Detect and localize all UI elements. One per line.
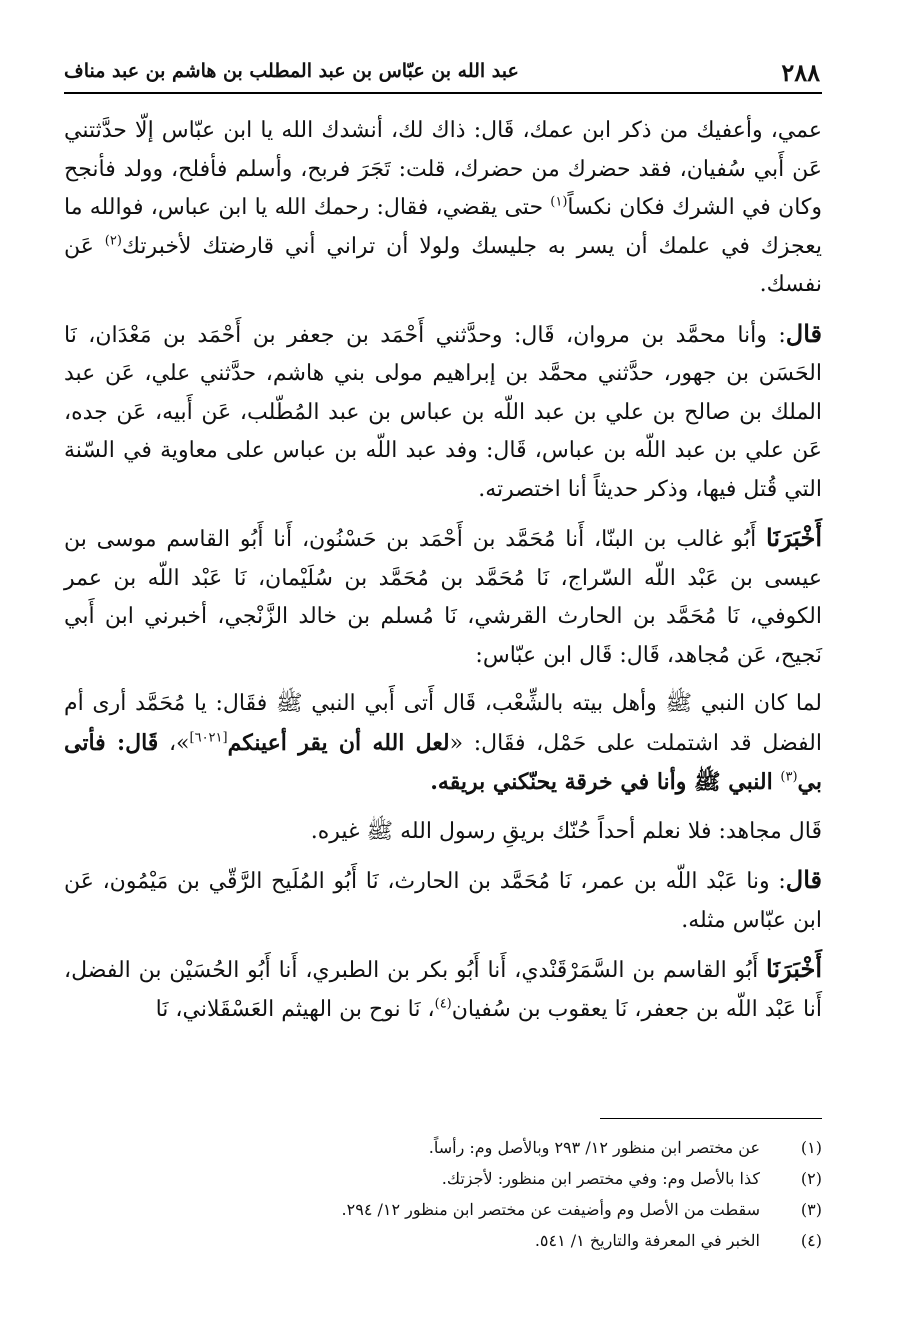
paragraph-text: أَبُو القاسم بن السَّمَرْقَنْدي، أَنا أَبُو بكر بن الطبري، أَنا أَبُو الحُسَيْن بن الفضل، أَنا عَبْد اللّه بن جعفر، نَا يعقوب بن سُفيان <box>64 958 822 1022</box>
paragraph-6 <box>64 861 822 940</box>
paragraph-text: عمي، وأعفيك من ذكر ابن عمك، قَال: ذاك لك، أنشدك الله يا ابن عبّاس إلّا حدَّثتني عَن أَبي سُفيان، فقد حضرك من حضرك، قلت: تَجَرَ فربح، وأسلم فأفلح، وولد فأنجح وكان في الشرك فكان نكساً <box>64 118 822 220</box>
footnote-number: (٢) <box>800 1169 822 1188</box>
hadith-quote: لعل الله أن يقر أعينكم <box>227 729 450 756</box>
footnote-item <box>64 1163 822 1194</box>
paragraph-text: ، نَا نوح بن الهيثم العَسْقَلاني، نَا <box>155 996 435 1022</box>
lead-word: أَخْبَرَنَا <box>766 523 822 552</box>
footnotes <box>64 1132 822 1256</box>
footnote-ref-2[interactable]: (٢) <box>104 233 122 249</box>
footnote-text: عن مختصر ابن منظور ١٢/ ٢٩٣ وبالأصل وم: رأساً. <box>428 1138 760 1157</box>
running-header <box>64 54 820 90</box>
footnote-number: (٣) <box>800 1200 822 1219</box>
footnote-number: (١) <box>800 1138 822 1157</box>
footnote-ref-3[interactable]: (٣) <box>780 769 798 785</box>
footnote-ref-4[interactable]: (٤) <box>434 996 452 1012</box>
lead-word: قال <box>785 865 822 894</box>
main-text <box>64 112 822 1039</box>
bold-text: قَال: فأتى بي <box>64 729 822 795</box>
paragraph-4 <box>64 685 822 803</box>
lead-word: قال <box>785 318 822 348</box>
paragraph-7 <box>64 950 822 1029</box>
paragraph-text: : وأنا محمَّد بن مروان، قَال: وحدَّثني أَحْمَد بن جعفر بن أَحْمَد بن مَعْدَان، نَا الحَسَن بن جهور، حدَّثني محمَّد بن إبراهيم مولى بني هاشم، حدَّثني علي، عَن عبد الملك بن صالح بن علي بن عبد اللّه بن عباس بن عبد المُطّلب، عَن أَبيه، عَن جده، عَن علي بن عبد اللّه بن عباس، قَال: وفد عبد اللّه بن عباس على معاوية في السّنة التي قُتل فيها، وذكر حديثاً أنا اختصرته. <box>64 322 822 502</box>
footnote-text: سقطت من الأصل وم وأضيفت عن مختصر ابن منظور ١٢/ ٢٩٤. <box>341 1200 760 1219</box>
footnote-rule <box>600 1118 822 1119</box>
footnote-item <box>64 1132 822 1163</box>
hadith-reference: [٦٠٢١] <box>189 730 228 746</box>
running-title: عبد الله بن عبّاس بن عبد المطلب بن هاشم بن عبد مناف <box>64 60 519 82</box>
paragraph-2 <box>64 315 822 510</box>
paragraph-text: »، <box>158 730 190 756</box>
paragraph-text: : ونا عَبْد اللّه بن عمر، نَا مُحَمَّد بن الحارث، نَا أَبُو المُلَيح الرَّقّي بن مَيْمُون، عَن ابن عبّاس مثله. <box>64 869 822 933</box>
paragraph-1 <box>64 112 822 305</box>
footnote-number: (٤) <box>800 1231 822 1250</box>
header-rule <box>64 92 822 94</box>
paragraph-text: أَبُو غالب بن البنّا، أَنا مُحَمَّد بن أَحْمَد بن حَسْنُون، أَنا أَبُو القاسم موسى بن عيسى بن عَبْد اللّه السّراج، نَا مُحَمَّد بن مُحَمَّد بن سُلَيْمان، نَا عَبْد اللّه بن عمر الكوفي، نَا مُحَمَّد بن الحارث القرشي، نَا مُسلم بن خالد الزَّنْجي، أخبرني ابن أَبي نَجيح، عَن مُجاهد، قَال: قَال ابن عبّاس: <box>64 527 822 668</box>
paragraph-text: قَال مجاهد: فلا نعلم أحداً حُنّك بريقِ رسول الله ﷺ غيره. <box>310 818 822 844</box>
footnote-text: الخبر في المعرفة والتاريخ ١/ ٥٤١. <box>534 1231 760 1250</box>
page-number: ٢٨٨ <box>781 58 820 87</box>
paragraph-5 <box>64 813 822 852</box>
footnote-text: كذا بالأصل وم: وفي مختصر ابن منظور: لأجزتك. <box>441 1169 760 1188</box>
footnote-item <box>64 1225 822 1256</box>
footnote-item <box>64 1194 822 1225</box>
bold-text: النبي ﷺ وأنا في خرقة يحنّكني بريقه. <box>430 769 781 795</box>
paragraph-text: عَن نفسك. <box>64 233 822 297</box>
footnote-ref-1[interactable]: (١) <box>550 194 568 210</box>
paragraph-3 <box>64 519 822 675</box>
paragraph-text: حتى يقضي، فقال: رحمك الله يا ابن عباس، فوالله ما يعجزك في علمك أن يسر به جليسك ولولا أن تراني أني قارضتك لأخبرتك <box>64 195 822 259</box>
lead-word: أَخْبَرَنَا <box>766 954 822 983</box>
paragraph-text: لما كان النبي ﷺ وأهل بيته بالشِّعْب، قَال أَتى أَبي النبي ﷺ فقَال: يا مُحَمَّد أرى أم الفضل قد اشتملت على حَمْل، فقَال: « <box>64 691 822 756</box>
